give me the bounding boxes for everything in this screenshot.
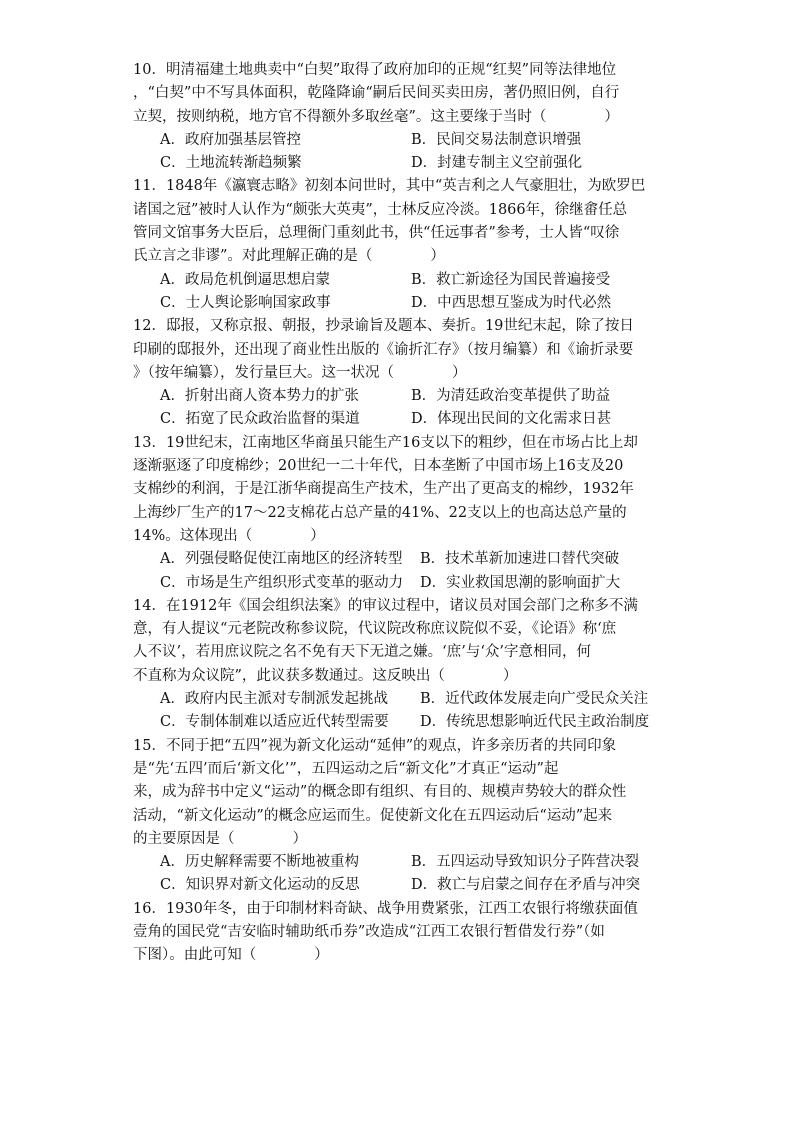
option-b: B．近代政体发展走向广受民众关注 [420, 691, 649, 708]
question-text-line: 壹角的国民党“吉安临时辅助纸币券”改造成“江西工农银行暂借发行券”（如 [133, 923, 605, 940]
question-text-line: 》（按年编纂），发行量巨大。这一状况（ ） [133, 364, 467, 381]
question-text-line: 不直称为众议院”，此议获多数通过。这反映出（ ） [133, 667, 518, 684]
option-b: B．民间交易法制意识增强 [411, 131, 582, 148]
question-text-line: 立契，按则纳税，地方官不得额外多取丝毫”。这主要缘于当时（ ） [133, 108, 619, 125]
question-text-line: 活动，“新文化运动”的概念应运而生。促使新文化在五四运动后“运动”起来 [133, 807, 613, 824]
question-text-line: 来，成为辞书中定义“运动”的概念即有组织、有目的、规模声势较大的群众性 [133, 784, 627, 801]
option-c: C．知识界对新文化运动的反思 [160, 877, 360, 894]
question-text-line: 人不议’，若用庶议院之名不免有天下无道之嫌。‘庶’与‘众’字意相同，何 [133, 644, 592, 661]
question-11 [133, 175, 663, 315]
option-row [133, 292, 663, 315]
option-c: C．拓宽了民众政治监督的渠道 [160, 411, 360, 428]
question-text-line: 12．邸报，又称京报、朝报，抄录谕旨及题本、奏折。19世纪末起，除了按日 [133, 318, 634, 335]
option-row [133, 548, 663, 571]
option-c: C．士人舆论影响国家政事 [160, 294, 331, 311]
question-text-line: 上海纱厂生产的17～22支棉花占总产量的41%、22支以上的也高达总产量的 [133, 504, 627, 521]
question-text-line: 14%。这体现出（ ） [133, 527, 325, 544]
option-d: D．传统思想影响近代民主政治制度 [420, 714, 650, 731]
option-a: A．政局危机倒逼思想启蒙 [160, 271, 330, 288]
option-row [133, 129, 663, 152]
option-a: A．政府加强基层管控 [160, 131, 301, 148]
question-text-line: 管同文馆事务大臣后，总理衙门重刻此书，供“任远事者”参考，士人皆“叹徐 [133, 225, 620, 242]
option-d: D．封建专制主义空前强化 [411, 155, 583, 172]
question-10 [133, 59, 663, 175]
option-row [133, 874, 663, 897]
option-row [133, 851, 663, 874]
question-15 [133, 735, 663, 898]
question-16 [133, 898, 663, 968]
option-a: A．折射出商人资本势力的扩张 [160, 388, 359, 405]
question-text-line: 诸国之冠”被时人认作为“颇张大英夷”，士林反应冷淡。1866年，徐继畬任总 [133, 201, 628, 218]
option-row [133, 711, 663, 734]
option-row [133, 408, 663, 431]
option-a: A．政府内民主派对专制派发起挑战 [160, 691, 388, 708]
option-d: D．实业救国思潮的影响面扩大 [420, 574, 621, 591]
question-text-line: 意，有人提议“元老院改称参议院，代议院改称庶议院似不妥，《论语》称‘庶 [133, 621, 617, 638]
option-row [133, 572, 663, 595]
option-b: B．为清廷政治变革提供了助益 [411, 388, 611, 405]
question-text-line: 11．1848年《瀛寰志略》初刻本问世时，其中“英吉利之人气豪胆壮，为欧罗巴 [133, 178, 646, 195]
option-row [133, 385, 663, 408]
question-text-line: 10．明清福建土地典卖中“白契”取得了政府加印的正规“红契”同等法律地位 [133, 62, 617, 78]
option-row [133, 688, 663, 711]
question-list [133, 59, 663, 968]
question-text-line: ，“白契”中不写具体面积，乾隆降谕“嗣后民间买卖田房，著仍照旧例，自行 [133, 85, 620, 102]
question-text-line: 印刷的邸报外，还出现了商业性出版的《谕折汇存》（按月编纂）和《谕折录要 [133, 341, 634, 358]
option-b: B．救亡新途径为国民普遍接受 [411, 271, 611, 288]
question-14 [133, 595, 663, 735]
question-text-line: 逐渐驱逐了印度棉纱；20世纪一二十年代，日本垄断了中国市场上16支及20 [133, 458, 624, 475]
question-text-line: 16．1930年冬，由于印制材料奇缺、战争用费紧张，江西工农银行将缴获面值 [133, 900, 638, 917]
option-d: D．救亡与启蒙之间存在矛盾与冲突 [411, 877, 641, 894]
question-12 [133, 315, 663, 431]
question-text-line: 是“先‘五四’而后‘新文化’”，五四运动之后“新文化”才真正“运动”起 [133, 760, 559, 777]
option-c: C．市场是生产组织形式变革的驱动力 [160, 574, 404, 591]
question-text-line: 的主要原因是（ ） [133, 830, 307, 847]
option-row [133, 152, 663, 175]
question-13 [133, 432, 663, 595]
question-text-line: 13．19世纪末，江南地区华商虽只能生产16支以下的粗纱，但在市场占比上却 [133, 434, 638, 451]
question-text-line: 14．在1912年《国会组织法案》的审议过程中，诸议员对国会部门之称多不满 [133, 597, 638, 614]
option-b: B．五四运动导致知识分子阵营决裂 [411, 854, 640, 871]
option-d: D．中西思想互鉴成为时代必然 [411, 294, 612, 311]
option-a: A．列强侵略促使江南地区的经济转型 [160, 551, 403, 568]
question-text-line: 支棉纱的利润，于是江浙华商提高生产技术，生产出了更高支的棉纱，1932年 [133, 481, 634, 498]
option-d: D．体现出民间的文化需求日甚 [411, 411, 612, 428]
question-text-line: 15．不同于把“五四”视为新文化运动“延伸”的观点，许多亲历者的共同印象 [133, 737, 617, 754]
question-text-line: 下图）。由此可知（ ） [133, 947, 329, 964]
question-text-line: 氏立言之非谬”。对此理解正确的是（ ） [133, 248, 445, 265]
option-b: B．技术革新加速进口替代突破 [420, 551, 620, 568]
option-c: C．专制体制难以适应近代转型需要 [160, 714, 389, 731]
option-c: C．土地流转渐趋频繁 [160, 155, 302, 172]
option-a: A．历史解释需要不断地被重构 [160, 854, 359, 871]
option-row [133, 269, 663, 292]
